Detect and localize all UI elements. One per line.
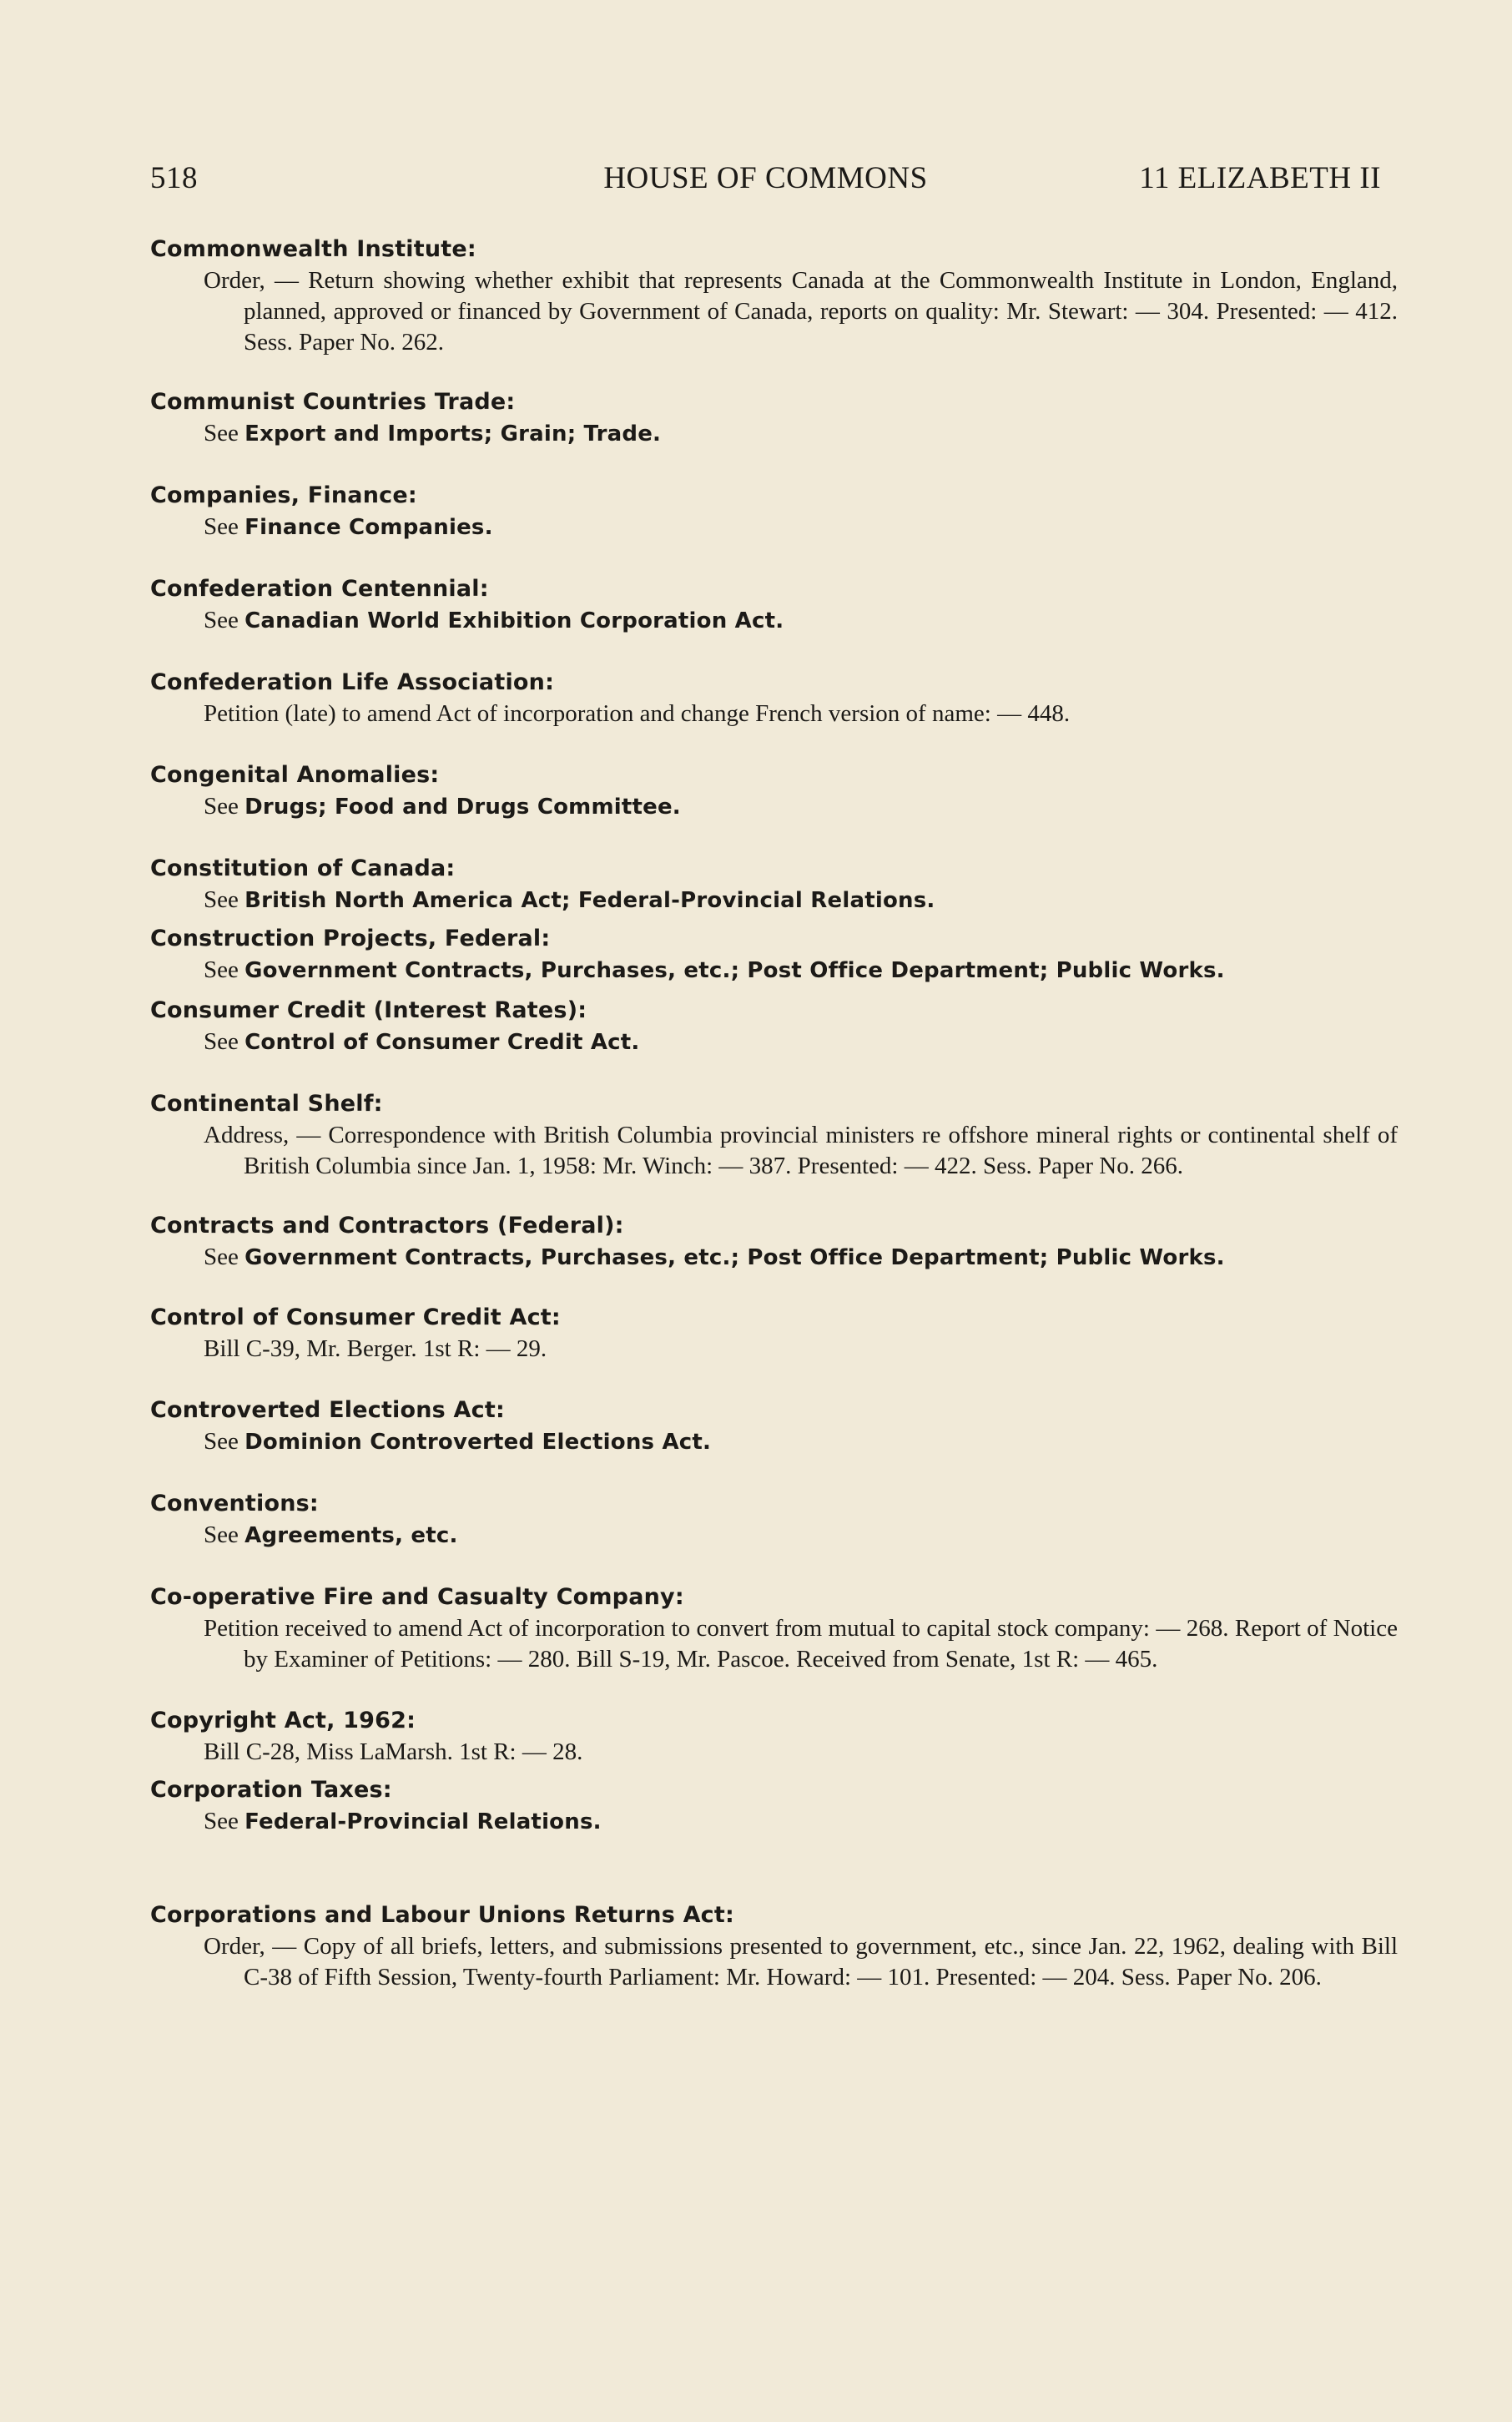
index-entry	[150, 1302, 1398, 1365]
entry-heading: Congenital Anomalies:	[150, 762, 440, 788]
cross-reference: Finance Companies.	[244, 515, 493, 540]
index-entry	[150, 1210, 1398, 1274]
page-number: 518	[150, 161, 198, 195]
index-entry	[150, 1774, 1398, 1838]
entry-see-reference	[150, 1426, 1398, 1458]
cross-reference: Federal-Provincial Relations.	[244, 1809, 602, 1834]
entry-text: Address, — Correspondence with British Columbia provincial ministers re offshore mineral rights or continental shelf of British Columbia since Jan. 1, 1958: Mr. Winch: — 387. Presented: — 422. Sess. Paper No. 266.	[204, 1122, 1398, 1179]
entry-heading: Corporation Taxes:	[150, 1777, 392, 1803]
cross-reference: Agreements, etc.	[244, 1523, 458, 1548]
entry-text: Order, — Return showing whether exhibit that represents Canada at the Commonwealth Institute in London, England, planned, approved or financed by Government of Canada, reports on quality: Mr. Stewart: — 304. Presented: — 412. Sess. Paper No. 262.	[204, 267, 1398, 356]
see-prefix: See	[204, 793, 239, 820]
see-prefix: See	[204, 607, 239, 633]
cross-reference: Dominion Controverted Elections Act.	[244, 1430, 712, 1455]
entry-see-reference	[150, 512, 1398, 543]
cross-reference: Drugs; Food and Drugs Committee.	[244, 795, 681, 820]
see-prefix: See	[204, 1244, 239, 1270]
entry-see-reference	[150, 605, 1398, 637]
index-entry	[150, 573, 1398, 637]
entry-see-reference	[150, 1242, 1398, 1274]
index-entry	[150, 995, 1398, 1058]
cross-reference: Control of Consumer Credit Act.	[244, 1030, 640, 1055]
entry-see-reference	[150, 418, 1398, 450]
entry-text: Order, — Copy of all briefs, letters, and submissions presented to government, etc., since Jan. 22, 1962, dealing with Bill C-38 of Fifth Session, Twenty-fourth Parliament: Mr. Howard: — 101. Presented: — 204. Sess. Paper No. 206.	[204, 1933, 1398, 1991]
cross-reference: Export and Imports; Grain; Trade.	[244, 421, 662, 447]
index-entry	[150, 1900, 1398, 1993]
entry-text: Petition (late) to amend Act of incorporation and change French version of name: — 448.	[204, 700, 1071, 727]
see-prefix: See	[204, 1521, 239, 1548]
entry-heading: Confederation Life Association:	[150, 669, 555, 695]
entry-text: Bill C-28, Miss LaMarsh. 1st R: — 28.	[204, 1738, 583, 1765]
entry-see-reference	[150, 1027, 1398, 1058]
index-entry	[150, 759, 1398, 823]
index-entry	[150, 853, 1398, 916]
index-entry	[150, 1395, 1398, 1458]
index-entries	[150, 234, 1398, 1993]
see-prefix: See	[204, 1428, 239, 1455]
see-prefix: See	[204, 513, 239, 540]
entry-heading: Communist Countries Trade:	[150, 389, 516, 415]
entry-heading: Construction Projects, Federal:	[150, 926, 551, 951]
entry-text: Bill C-39, Mr. Berger. 1st R: — 29.	[204, 1335, 547, 1362]
entry-heading: Companies, Finance:	[150, 482, 417, 508]
cross-reference: Canadian World Exhibition Corporation Act.	[244, 608, 784, 633]
see-prefix: See	[204, 886, 239, 913]
index-entry	[150, 386, 1398, 450]
entry-heading: Confederation Centennial:	[150, 576, 489, 602]
entry-heading: Copyright Act, 1962:	[150, 1708, 416, 1733]
running-title: HOUSE OF COMMONS	[603, 161, 928, 195]
index-entry	[150, 923, 1398, 986]
index-entry	[150, 1488, 1398, 1552]
entry-heading: Consumer Credit (Interest Rates):	[150, 997, 587, 1023]
index-entry	[150, 234, 1398, 358]
entry-heading: Control of Consumer Credit Act:	[150, 1304, 561, 1330]
entry-see-reference	[150, 955, 1398, 986]
entry-heading: Continental Shelf:	[150, 1091, 383, 1117]
cross-reference: British North America Act; Federal-Provincial Relations.	[244, 888, 935, 913]
entry-text: Petition received to amend Act of incorporation to convert from mutual to capital stock company: — 268. Report of Notice by Examiner of Petitions: — 280. Bill S-19, Mr. Pascoe. Received from Senate, 1st R: — 465.	[204, 1615, 1398, 1673]
cross-reference: Government Contracts, Purchases, etc.; Post Office Department; Public Works.	[244, 1245, 1225, 1270]
entry-heading: Contracts and Contractors (Federal):	[150, 1213, 624, 1239]
entry-heading: Conventions:	[150, 1491, 319, 1516]
entry-see-reference	[150, 885, 1398, 916]
entry-heading: Commonwealth Institute:	[150, 236, 476, 262]
entry-heading: Controverted Elections Act:	[150, 1397, 505, 1423]
entry-heading: Co-operative Fire and Casualty Company:	[150, 1584, 684, 1610]
index-entry	[150, 1088, 1398, 1182]
entry-see-reference	[150, 1520, 1398, 1552]
entry-heading: Corporations and Labour Unions Returns Act:	[150, 1902, 734, 1928]
index-entry	[150, 667, 1398, 729]
index-entry	[150, 480, 1398, 543]
see-prefix: See	[204, 420, 239, 447]
see-prefix: See	[204, 1028, 239, 1055]
see-prefix: See	[204, 956, 239, 983]
entry-see-reference	[150, 791, 1398, 823]
index-entry	[150, 1705, 1398, 1768]
running-head	[150, 160, 1381, 202]
entry-see-reference	[150, 1806, 1398, 1838]
entry-heading: Constitution of Canada:	[150, 855, 456, 881]
see-prefix: See	[204, 1808, 239, 1834]
regnal-year: 11 ELIZABETH II	[1139, 161, 1381, 195]
index-entry	[150, 1582, 1398, 1675]
cross-reference: Government Contracts, Purchases, etc.; Post Office Department; Public Works.	[244, 958, 1225, 983]
